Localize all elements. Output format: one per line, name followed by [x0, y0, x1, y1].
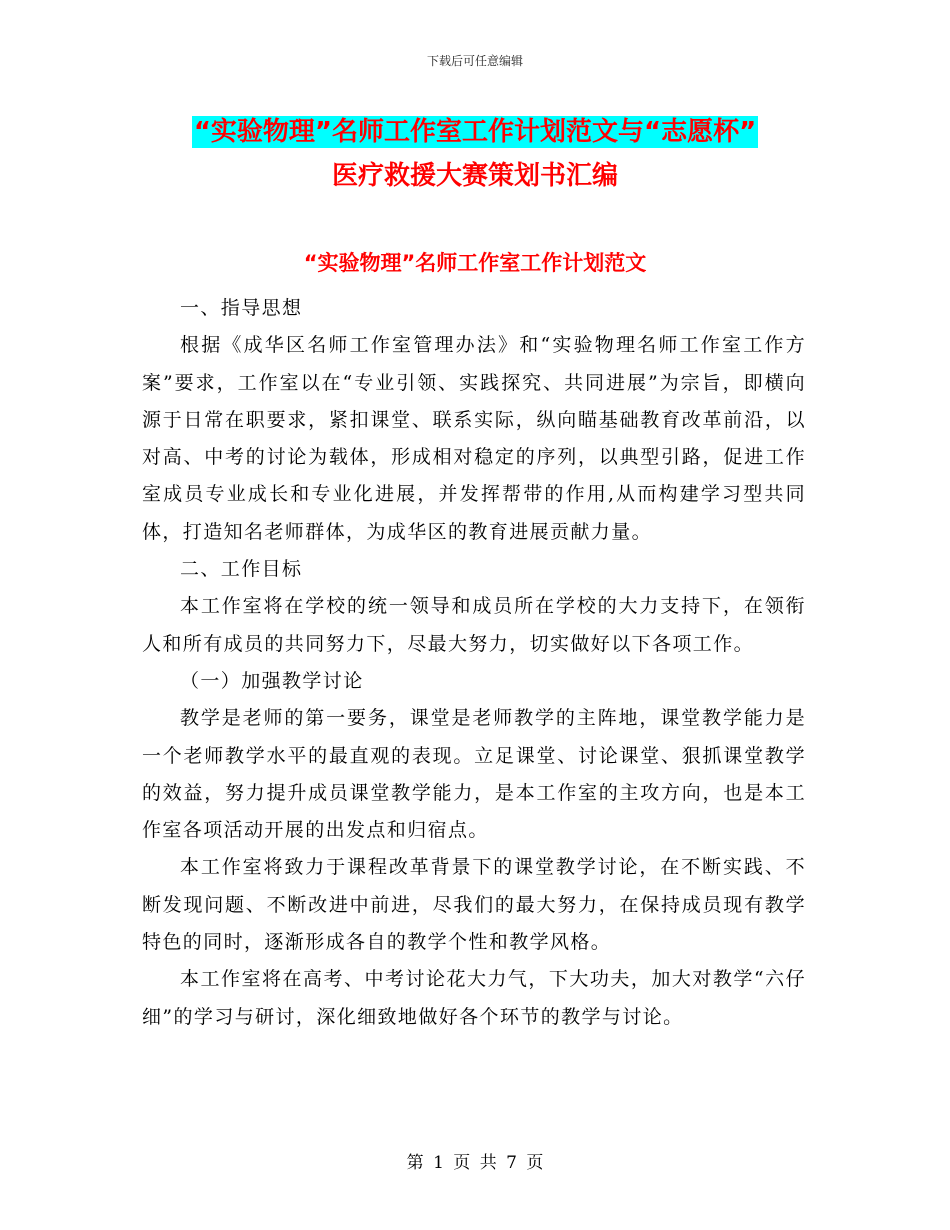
paragraph-classroom-research: 本工作室将致力于课程改革背景下的课堂教学讨论，在不断实践、不断发现问题、不断改进中前进，尽我们的最大努力，在保持成员现有教学特色的同时，逐渐形成各自的教学个性和教学风格。 [142, 856, 806, 954]
document-title-line-2: 医疗救援大赛策划书汇编 [331, 161, 618, 191]
paragraph-teaching-core: 教学是老师的第一要务，课堂是老师教学的主阵地，课堂教学能力是一个老师教学水平的最直观的表现。立足课堂、讨论课堂、狠抓课堂教学的效益，努力提升成员课堂教学能力，是本工作室的主攻方向，也是本工作室各项活动开展的出发点和归宿点。 [142, 707, 806, 842]
section-title: “实验物理”名师工作室工作计划范文 [303, 251, 647, 275]
header-note: 下载后可任意编辑 [426, 54, 523, 68]
heading-strengthen-teaching-research: （一）加强教学讨论 [180, 669, 364, 692]
page-number-footer: 第 1 页 共 7 页 [406, 1153, 544, 1173]
heading-guiding-ideology: 一、指导思想 [180, 297, 303, 319]
document-body [142, 290, 806, 1036]
heading-work-goals: 二、工作目标 [180, 558, 303, 581]
paragraph-guiding-ideology: 根据《成华区名师工作室管理办法》和“实验物理名师工作室工作方案”要求，工作室以在“专业引领、实践探究、共同进展”为宗旨，即横向源于日常在职要求，紧扣课堂、联系实际，纵向瞄基础教育改革前沿，以对高、中考的讨论为载体，形成相对稳定的序列，以典型引路，促进工作室成员专业成长和专业化进展，并发挥帮带的作用,从而构建学习型共同体，打造知名老师群体，为成华区的教育进展贡献力量。 [142, 334, 806, 543]
paragraph-work-goals: 本工作室将在学校的统一领导和成员所在学校的大力支持下，在领衔人和所有成员的共同努力下，尽最大努力，切实做好以下各项工作。 [142, 595, 806, 655]
paragraph-exam-research: 本工作室将在高考、中考讨论花大力气，下大功夫，加大对教学“六仔细”的学习与研讨，深化细致地做好各个环节的教学与讨论。 [142, 968, 806, 1028]
document-title-line-1: “实验物理”名师工作室工作计划范文与“志愿杯” [193, 117, 757, 147]
document-title [0, 110, 950, 198]
